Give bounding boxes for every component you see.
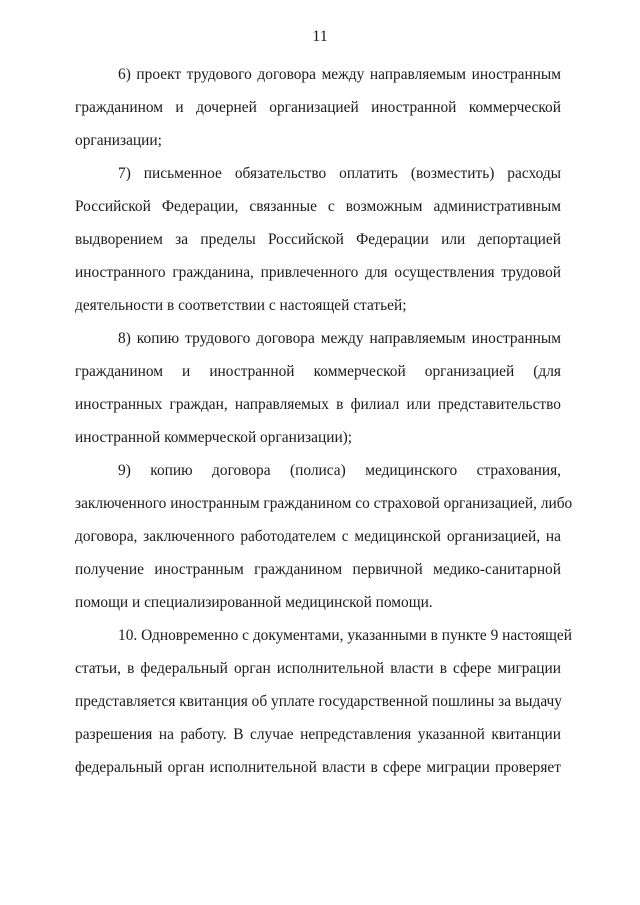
text-line: 10. Одновременно с документами, указанными в пункте 9 настоящей (118, 627, 572, 644)
text-line: выдворением за пределы Российской Федерации или депортацией (75, 231, 561, 248)
text-line: гражданином и иностранной коммерческой организацией (для (75, 363, 561, 380)
page-number: 11 (312, 28, 328, 45)
text-line: получение иностранным гражданином первичной медико-санитарной (75, 561, 561, 578)
text-line: Российской Федерации, связанные с возможным административным (75, 198, 561, 215)
text-line: 6) проект трудового договора между направляемым иностранным (118, 66, 561, 83)
text-line: 9) копию договора (полиса) медицинского страхования, (118, 462, 561, 479)
text-line: заключенного иностранным гражданином со страховой организацией, либо (75, 495, 573, 512)
text-line: статьи, в федеральный орган исполнительной власти в сфере миграции (75, 660, 561, 677)
text-line: 7) письменное обязательство оплатить (возместить) расходы (118, 165, 561, 182)
text-line: федеральный орган исполнительной власти в сфере миграции проверяет (75, 759, 561, 776)
text-line: иностранных граждан, направляемых в филиал или представительство (75, 396, 561, 413)
text-line: деятельности в соответствии с настоящей статьей; (75, 297, 407, 314)
text-line: иностранной коммерческой организации); (75, 429, 353, 446)
text-line: гражданином и дочерней организацией иностранной коммерческой (75, 99, 561, 116)
text-line: помощи и специализированной медицинской помощи. (75, 594, 433, 611)
text-line: организации; (75, 132, 162, 149)
text-line: представляется квитанция об уплате государственной пошлины за выдачу (75, 693, 562, 710)
text-line: 8) копию трудового договора между направляемым иностранным (118, 330, 561, 347)
text-line: разрешения на работу. В случае непредставления указанной квитанции (75, 726, 561, 743)
text-line: иностранного гражданина, привлеченного для осуществления трудовой (75, 264, 561, 281)
text-line: договора, заключенного работодателем с медицинской организацией, на (75, 528, 561, 545)
